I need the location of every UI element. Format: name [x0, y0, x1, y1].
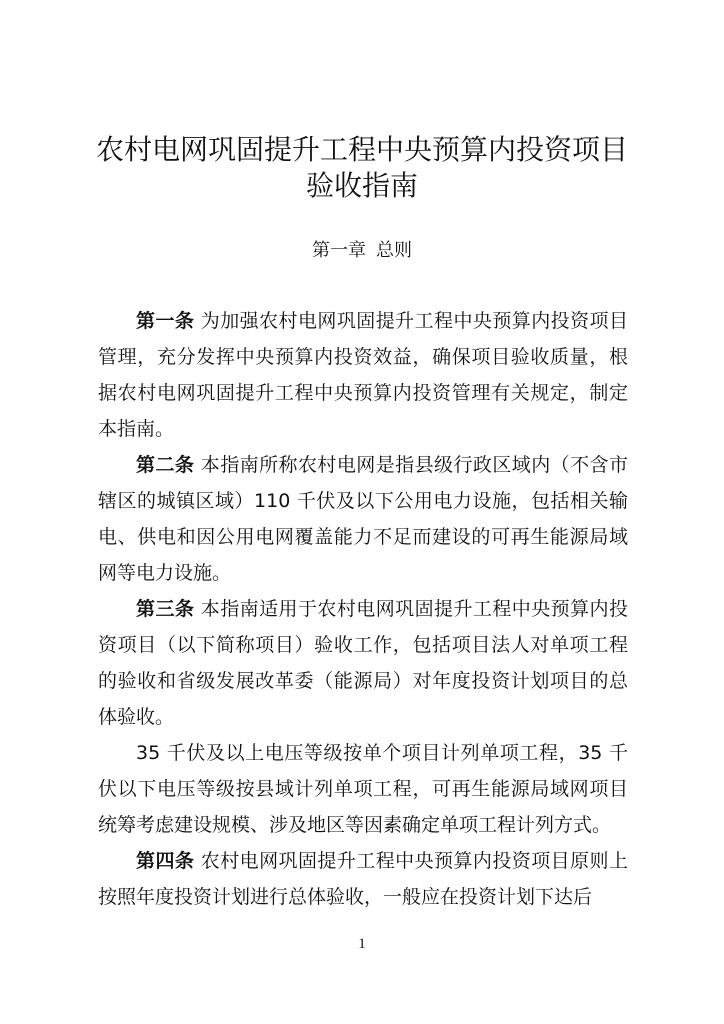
chapter-name: 总则: [376, 240, 412, 261]
article-2-label: 第二条: [136, 454, 195, 476]
article-2-text: 本指南所称农村电网是指县级行政区域内（不含市辖区的城镇区域）110 千伏及以下公用电力设施，包括相关输电、供电和因公用电网覆盖能力不足而建设的可再生能源局域网等电力设施。: [98, 454, 628, 584]
document-title-line-1: 农村电网巩固提升工程中央预算内投资项目: [95, 133, 628, 166]
article-3-sub-text: 35 千伏及以上电压等级按单个项目计列单项工程，35 千伏以下电压等级按县域计列单项工程，可再生能源局域网项目统筹考虑建设规模、涉及地区等因素确定单项工程计列方式。: [98, 742, 628, 836]
chapter-heading: [60, 238, 664, 264]
page-number: 1: [358, 936, 366, 952]
article-3-label: 第三条: [136, 598, 195, 620]
document-title-line-2: 验收指南: [305, 169, 418, 202]
chapter-number: 第一章: [312, 240, 366, 261]
article-3-text: 本指南适用于农村电网巩固提升工程中央预算内投资项目（以下简称项目）验收工作，包括项目法人对单项工程的验收和省级发展改革委（能源局）对年度投资计划项目的总体验收。: [98, 598, 628, 728]
article-1-label: 第一条: [136, 310, 195, 332]
article-4-paragraph: [98, 843, 628, 915]
article-1-paragraph: [98, 303, 628, 447]
article-4-label: 第四条: [136, 850, 195, 872]
article-3-paragraph: [98, 591, 628, 735]
article-1-text: 为加强农村电网巩固提升工程中央预算内投资项目管理，充分发挥中央预算内投资效益，确保项目验收质量，根据农村电网巩固提升工程中央预算内投资管理有关规定，制定本指南。: [98, 310, 628, 440]
document-body: [98, 303, 628, 915]
article-4-text: 农村电网巩固提升工程中央预算内投资项目原则上按照年度投资计划进行总体验收，一般应在投资计划下达后: [98, 850, 628, 908]
article-3-sub-paragraph: [98, 735, 628, 843]
article-2-paragraph: [98, 447, 628, 591]
